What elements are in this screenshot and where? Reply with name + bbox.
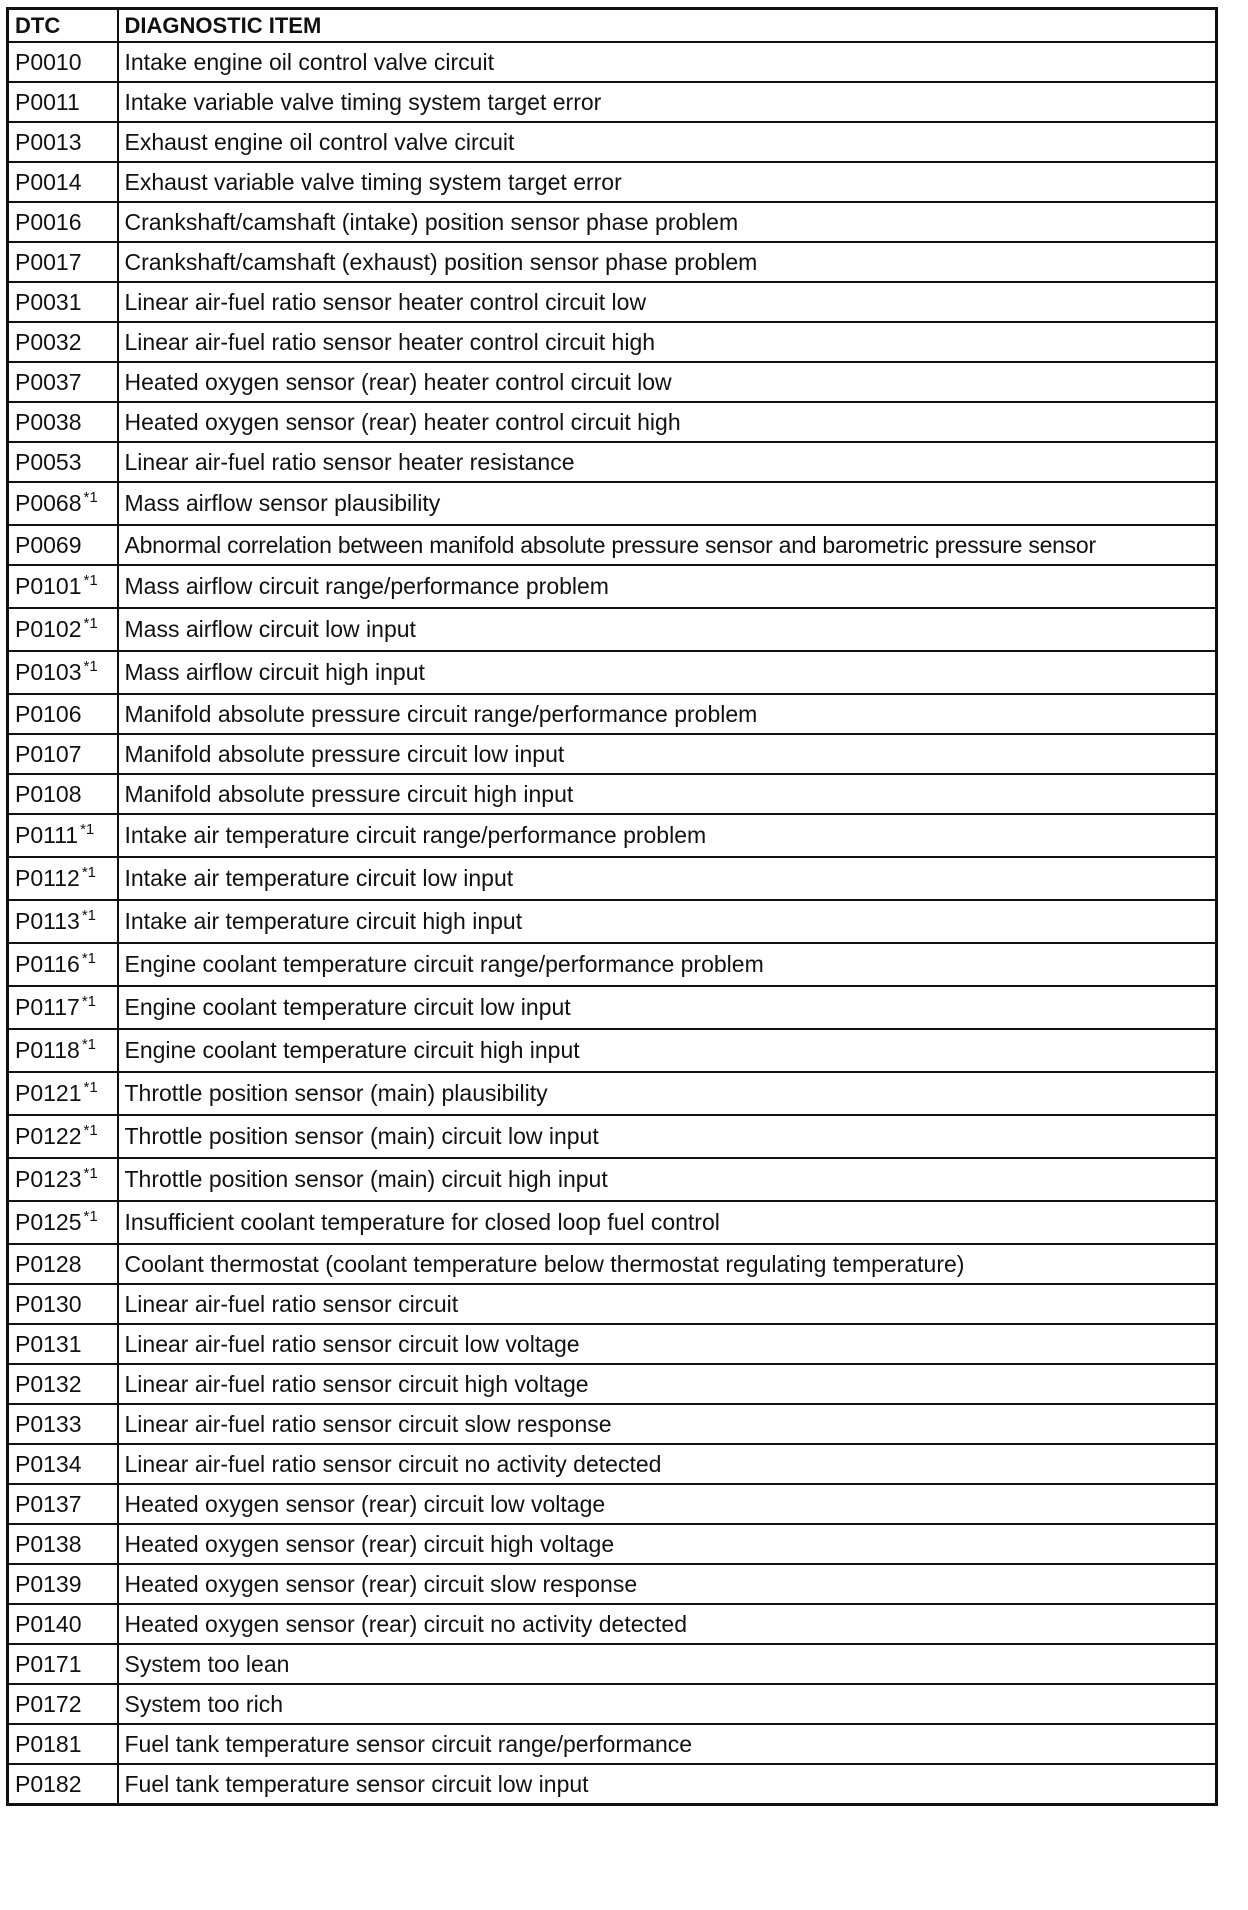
table-row: [8, 1158, 1217, 1201]
dtc-code: P0013: [15, 129, 82, 155]
table-row: [8, 202, 1217, 242]
dtc-code: P0116: [15, 951, 80, 977]
diagnostic-item-column-header: DIAGNOSTIC ITEM: [118, 9, 1217, 43]
table-row: [8, 362, 1217, 402]
diagnostic-item-cell: Exhaust engine oil control valve circuit: [118, 122, 1217, 162]
diagnostic-item-cell: Manifold absolute pressure circuit high input: [118, 774, 1217, 814]
footnote-marker: *1: [80, 821, 95, 838]
table-row: [8, 857, 1217, 900]
dtc-code: P0113: [15, 908, 80, 934]
dtc-code: P0134: [15, 1451, 82, 1477]
dtc-code-cell: [8, 1029, 118, 1072]
dtc-code-cell: [8, 1364, 118, 1404]
table-row: [8, 734, 1217, 774]
footnote-marker: *1: [83, 615, 98, 632]
table-row: [8, 565, 1217, 608]
diagnostic-item-cell: Intake engine oil control valve circuit: [118, 42, 1217, 82]
table-row: [8, 608, 1217, 651]
dtc-code-cell: [8, 857, 118, 900]
footnote-marker: *1: [81, 993, 96, 1010]
dtc-code-cell: [8, 482, 118, 525]
dtc-code-cell: [8, 1404, 118, 1444]
footnote-marker: *1: [81, 864, 96, 881]
diagnostic-item-cell: Engine coolant temperature circuit range/performance problem: [118, 943, 1217, 986]
table-row: [8, 986, 1217, 1029]
dtc-code-cell: [8, 1284, 118, 1324]
diagnostic-item-cell: Mass airflow circuit low input: [118, 608, 1217, 651]
dtc-code-cell: [8, 42, 118, 82]
dtc-code: P0111: [15, 822, 79, 848]
table-row: [8, 651, 1217, 694]
footnote-marker: *1: [83, 489, 98, 506]
dtc-code: P0107: [15, 741, 82, 767]
dtc-code-cell: [8, 1724, 118, 1764]
diagnostic-item-cell: Fuel tank temperature sensor circuit range/performance: [118, 1724, 1217, 1764]
table-row: [8, 1604, 1217, 1644]
table-row: [8, 943, 1217, 986]
table-row: [8, 1324, 1217, 1364]
dtc-code-cell: [8, 986, 118, 1029]
diagnostic-item-cell: Heated oxygen sensor (rear) circuit high voltage: [118, 1524, 1217, 1564]
diagnostic-item-cell: Mass airflow circuit range/performance problem: [118, 565, 1217, 608]
dtc-code: P0138: [15, 1531, 82, 1557]
dtc-code: P0106: [15, 701, 82, 727]
dtc-code-cell: [8, 1158, 118, 1201]
dtc-table: [6, 7, 1218, 1806]
table-row: [8, 1029, 1217, 1072]
table-row: [8, 1724, 1217, 1764]
diagnostic-item-cell: Intake air temperature circuit high input: [118, 900, 1217, 943]
table-row: [8, 322, 1217, 362]
table-row: [8, 1764, 1217, 1805]
dtc-code-cell: [8, 322, 118, 362]
table-row: [8, 694, 1217, 734]
dtc-code-cell: [8, 242, 118, 282]
table-row: [8, 774, 1217, 814]
diagnostic-item-cell: Heated oxygen sensor (rear) circuit low voltage: [118, 1484, 1217, 1524]
table-row: [8, 814, 1217, 857]
dtc-code: P0128: [15, 1251, 82, 1277]
diagnostic-item-cell: Heated oxygen sensor (rear) heater control circuit high: [118, 402, 1217, 442]
dtc-code: P0171: [15, 1651, 82, 1677]
dtc-code: P0182: [15, 1771, 82, 1797]
dtc-code: P0181: [15, 1731, 82, 1757]
table-row: [8, 42, 1217, 82]
diagnostic-item-cell: Throttle position sensor (main) circuit low input: [118, 1115, 1217, 1158]
diagnostic-item-cell: Abnormal correlation between manifold absolute pressure sensor and barometric pressure sensor: [118, 525, 1217, 565]
dtc-code: P0131: [15, 1331, 82, 1357]
diagnostic-item-cell: System too lean: [118, 1644, 1217, 1684]
dtc-code-cell: [8, 774, 118, 814]
dtc-code-cell: [8, 525, 118, 565]
diagnostic-item-cell: Linear air-fuel ratio sensor circuit no activity detected: [118, 1444, 1217, 1484]
table-row: [8, 122, 1217, 162]
diagnostic-item-cell: Engine coolant temperature circuit low input: [118, 986, 1217, 1029]
dtc-code-cell: [8, 162, 118, 202]
dtc-code-cell: [8, 1484, 118, 1524]
table-row: [8, 1564, 1217, 1604]
dtc-code-cell: [8, 814, 118, 857]
dtc-code-cell: [8, 1564, 118, 1604]
dtc-code: P0010: [15, 49, 82, 75]
diagnostic-item-cell: Throttle position sensor (main) circuit high input: [118, 1158, 1217, 1201]
dtc-column-header: DTC: [8, 9, 118, 43]
dtc-code-cell: [8, 1201, 118, 1244]
dtc-code: P0133: [15, 1411, 82, 1437]
dtc-code-cell: [8, 651, 118, 694]
diagnostic-item-cell: Heated oxygen sensor (rear) circuit no activity detected: [118, 1604, 1217, 1644]
dtc-code: P0125: [15, 1209, 82, 1235]
dtc-code: P0069: [15, 532, 82, 558]
table-row: [8, 442, 1217, 482]
footnote-marker: *1: [81, 907, 96, 924]
dtc-code-cell: [8, 608, 118, 651]
dtc-code-cell: [8, 943, 118, 986]
footnote-marker: *1: [81, 1036, 96, 1053]
table-row: [8, 1201, 1217, 1244]
table-row: [8, 482, 1217, 525]
dtc-code: P0139: [15, 1571, 82, 1597]
table-row: [8, 1072, 1217, 1115]
dtc-code: P0121: [15, 1080, 82, 1106]
dtc-code-cell: [8, 282, 118, 322]
dtc-code: P0032: [15, 329, 82, 355]
footnote-marker: *1: [83, 1122, 98, 1139]
table-row: [8, 1244, 1217, 1284]
diagnostic-item-cell: Linear air-fuel ratio sensor heater resistance: [118, 442, 1217, 482]
diagnostic-item-cell: System too rich: [118, 1684, 1217, 1724]
diagnostic-item-cell: Fuel tank temperature sensor circuit low input: [118, 1764, 1217, 1805]
diagnostic-item-cell: Insufficient coolant temperature for closed loop fuel control: [118, 1201, 1217, 1244]
table-header-row: [8, 9, 1217, 43]
dtc-code-cell: [8, 1072, 118, 1115]
dtc-code-cell: [8, 1324, 118, 1364]
dtc-code-cell: [8, 1444, 118, 1484]
dtc-code: P0017: [15, 249, 82, 275]
table-row: [8, 1404, 1217, 1444]
diagnostic-item-cell: Linear air-fuel ratio sensor circuit: [118, 1284, 1217, 1324]
dtc-code: P0053: [15, 449, 82, 475]
dtc-code: P0132: [15, 1371, 82, 1397]
dtc-code: P0137: [15, 1491, 82, 1517]
dtc-code: P0037: [15, 369, 82, 395]
dtc-code-cell: [8, 1684, 118, 1724]
dtc-code-cell: [8, 122, 118, 162]
dtc-code-cell: [8, 362, 118, 402]
dtc-code-cell: [8, 565, 118, 608]
diagnostic-item-cell: Mass airflow sensor plausibility: [118, 482, 1217, 525]
dtc-code: P0108: [15, 781, 82, 807]
footnote-marker: *1: [83, 658, 98, 675]
dtc-code: P0031: [15, 289, 82, 315]
table-row: [8, 1444, 1217, 1484]
dtc-code-cell: [8, 900, 118, 943]
dtc-code: P0014: [15, 169, 82, 195]
table-row: [8, 282, 1217, 322]
dtc-code: P0103: [15, 659, 82, 685]
dtc-code: P0117: [15, 994, 80, 1020]
dtc-code: P0140: [15, 1611, 82, 1637]
table-row: [8, 1644, 1217, 1684]
table-row: [8, 402, 1217, 442]
dtc-code: P0016: [15, 209, 82, 235]
table-row: [8, 162, 1217, 202]
footnote-marker: *1: [83, 1165, 98, 1182]
table-row: [8, 82, 1217, 122]
diagnostic-item-cell: Manifold absolute pressure circuit range/performance problem: [118, 694, 1217, 734]
diagnostic-item-cell: Heated oxygen sensor (rear) circuit slow response: [118, 1564, 1217, 1604]
diagnostic-item-cell: Crankshaft/camshaft (exhaust) position sensor phase problem: [118, 242, 1217, 282]
diagnostic-item-cell: Linear air-fuel ratio sensor heater control circuit low: [118, 282, 1217, 322]
dtc-code-cell: [8, 82, 118, 122]
diagnostic-item-cell: Heated oxygen sensor (rear) heater control circuit low: [118, 362, 1217, 402]
dtc-table-sheet: [6, 7, 1218, 1806]
dtc-code-cell: [8, 734, 118, 774]
dtc-code: P0068: [15, 490, 82, 516]
diagnostic-item-cell: Mass airflow circuit high input: [118, 651, 1217, 694]
footnote-marker: *1: [83, 1208, 98, 1225]
diagnostic-item-cell: Crankshaft/camshaft (intake) position sensor phase problem: [118, 202, 1217, 242]
dtc-code-cell: [8, 1244, 118, 1284]
dtc-code: P0123: [15, 1166, 82, 1192]
dtc-code-cell: [8, 1524, 118, 1564]
table-row: [8, 1484, 1217, 1524]
diagnostic-item-cell: Linear air-fuel ratio sensor circuit slow response: [118, 1404, 1217, 1444]
table-row: [8, 1284, 1217, 1324]
dtc-code: P0112: [15, 865, 80, 891]
dtc-code: P0172: [15, 1691, 82, 1717]
diagnostic-item-cell: Linear air-fuel ratio sensor circuit high voltage: [118, 1364, 1217, 1404]
dtc-code-cell: [8, 1115, 118, 1158]
dtc-code: P0011: [15, 89, 80, 115]
table-row: [8, 525, 1217, 565]
diagnostic-item-cell: Engine coolant temperature circuit high input: [118, 1029, 1217, 1072]
table-row: [8, 1524, 1217, 1564]
diagnostic-item-cell: Manifold absolute pressure circuit low input: [118, 734, 1217, 774]
diagnostic-item-cell: Intake air temperature circuit range/performance problem: [118, 814, 1217, 857]
dtc-code-cell: [8, 202, 118, 242]
dtc-code-cell: [8, 442, 118, 482]
diagnostic-item-cell: Linear air-fuel ratio sensor circuit low voltage: [118, 1324, 1217, 1364]
dtc-code: P0130: [15, 1291, 82, 1317]
diagnostic-item-cell: Intake air temperature circuit low input: [118, 857, 1217, 900]
dtc-code-cell: [8, 694, 118, 734]
table-body: [8, 42, 1217, 1805]
dtc-code-cell: [8, 1644, 118, 1684]
table-row: [8, 1115, 1217, 1158]
dtc-code-cell: [8, 1604, 118, 1644]
diagnostic-item-cell: Coolant thermostat (coolant temperature below thermostat regulating temperature): [118, 1244, 1217, 1284]
diagnostic-item-cell: Exhaust variable valve timing system target error: [118, 162, 1217, 202]
dtc-code: P0102: [15, 616, 82, 642]
table-row: [8, 900, 1217, 943]
diagnostic-item-cell: Intake variable valve timing system target error: [118, 82, 1217, 122]
dtc-code-cell: [8, 1764, 118, 1805]
table-row: [8, 1364, 1217, 1404]
dtc-code-cell: [8, 402, 118, 442]
footnote-marker: *1: [83, 1079, 98, 1096]
footnote-marker: *1: [81, 950, 96, 967]
diagnostic-item-cell: Throttle position sensor (main) plausibility: [118, 1072, 1217, 1115]
diagnostic-item-cell: Linear air-fuel ratio sensor heater control circuit high: [118, 322, 1217, 362]
dtc-code: P0122: [15, 1123, 82, 1149]
dtc-code: P0101: [15, 573, 82, 599]
dtc-code: P0038: [15, 409, 82, 435]
table-row: [8, 1684, 1217, 1724]
footnote-marker: *1: [83, 572, 98, 589]
table-row: [8, 242, 1217, 282]
dtc-code: P0118: [15, 1037, 80, 1063]
